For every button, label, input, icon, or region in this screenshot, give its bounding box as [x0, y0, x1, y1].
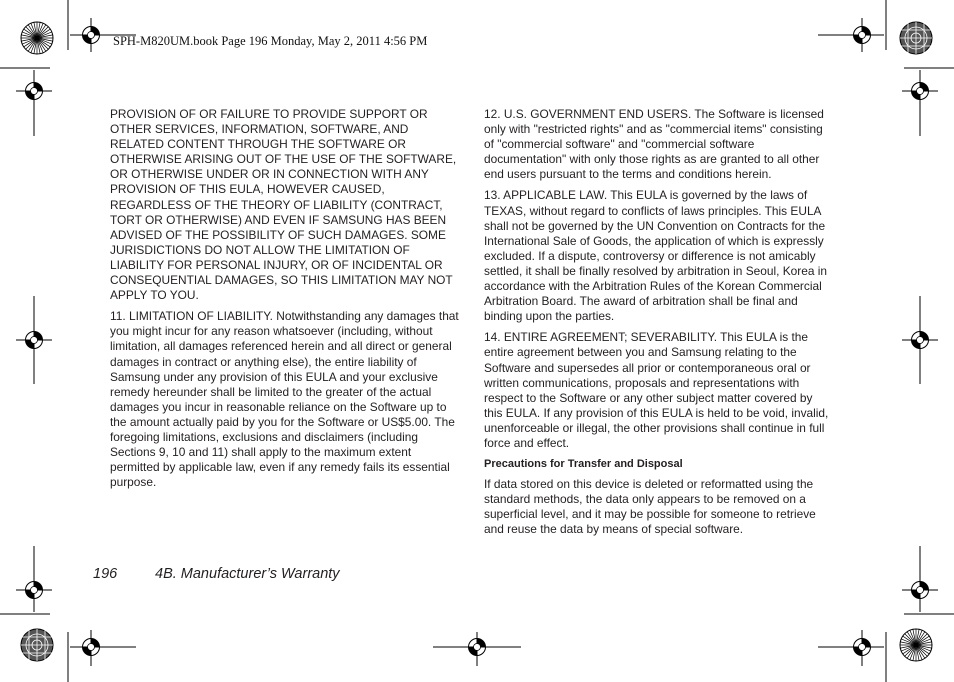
footer-section-title: 4B. Manufacturer’s Warranty: [155, 566, 340, 582]
right-column: [484, 107, 834, 543]
left-column: [110, 107, 460, 496]
section-13-applicable-law: 13. APPLICABLE LAW. This EULA is governed by the laws of TEXAS, without regard to conflicts of laws principles. This EULA shall not be governed by the UN Convention on Contracts for the International Sale of Goods, the application of which is expressly excluded. If a dispute, controversy or difference is not amicably settled, it shall be finally resolved by arbitration in Seoul, Korea in accordance with the Arbitration Rules of the Korean Commercial Arbitration Board. The award of arbitration shall be final and binding upon the parties.: [484, 188, 828, 324]
section-12-government-end-users: 12. U.S. GOVERNMENT END USERS. The Software is licensed only with "restricted rights" and as "commercial items" consisting of "commercial software" and "commercial software documentation" with only those rights as are granted to all other end users pursuant to the terms and conditions herein.: [484, 107, 824, 182]
section-14-entire-agreement: 14. ENTIRE AGREEMENT; SEVERABILITY. This EULA is the entire agreement between you and Samsung relating to the Software and supersedes all prior or contemporaneous oral or written communications, proposals and representations with respect to the Software or any other subject matter covered by this EULA. If any provision of this EULA is held to be void, invalid, unenforceable or illegal, the other provisions shall continue in full force and effect.: [484, 330, 829, 450]
liability-paragraph: PROVISION OF OR FAILURE TO PROVIDE SUPPORT OR OTHER SERVICES, INFORMATION, SOFTWARE, AND RELATED CONTENT THROUGH THE SOFTWARE OR OTHERWISE ARISING OUT OF THE USE OF THE SOFTWARE, OR OTHERWISE UNDER OR IN CONNECTION WITH ANY PROVISION OF THIS EULA, HOWEVER CAUSED, REGARDLESS OF THE THEORY OF LIABILITY (CONTRACT, TORT OR OTHERWISE) AND EVEN IF SAMSUNG HAS BEEN ADVISED OF THE POSSIBILITY OF SUCH DAMAGES. SOME JURISDICTIONS DO NOT ALLOW THE LIMITATION OF LIABILITY FOR PERSONAL INJURY, OR OF INCIDENTAL OR CONSEQUENTIAL DAMAGES, SO THIS LIMITATION MAY NOT APPLY TO YOU.: [110, 107, 457, 303]
section-11-limitation-of-liability: 11. LIMITATION OF LIABILITY. Notwithstanding any damages that you might incur for any reason whatsoever (including, without limitation, all damages referenced herein and all direct or general damages in contract or anything else), the entire liability of Samsung under any provision of this EULA and your exclusive remedy hereunder shall be limited to the greater of the actual damages you incur in reasonable reliance on the Software up to the amount actually paid by you for the Software or US$5.00. The foregoing limitations, exclusions and disclaimers (including Sections 9, 10 and 11) shall apply to the maximum extent permitted by applicable law, even if any remedy fails its essential purpose.: [110, 309, 459, 490]
page-number: 196: [93, 566, 118, 582]
disposal-paragraph: If data stored on this device is deleted or reformatted using the standard methods, the data only appears to be removed on a superficial level, and it may be possible for someone to retrieve and reuse the data by means of special software.: [484, 477, 816, 537]
print-slug-header: SPH-M820UM.book Page 196 Monday, May 2, 2011 4:56 PM: [113, 34, 428, 48]
precautions-heading: Precautions for Transfer and Disposal: [484, 458, 683, 471]
